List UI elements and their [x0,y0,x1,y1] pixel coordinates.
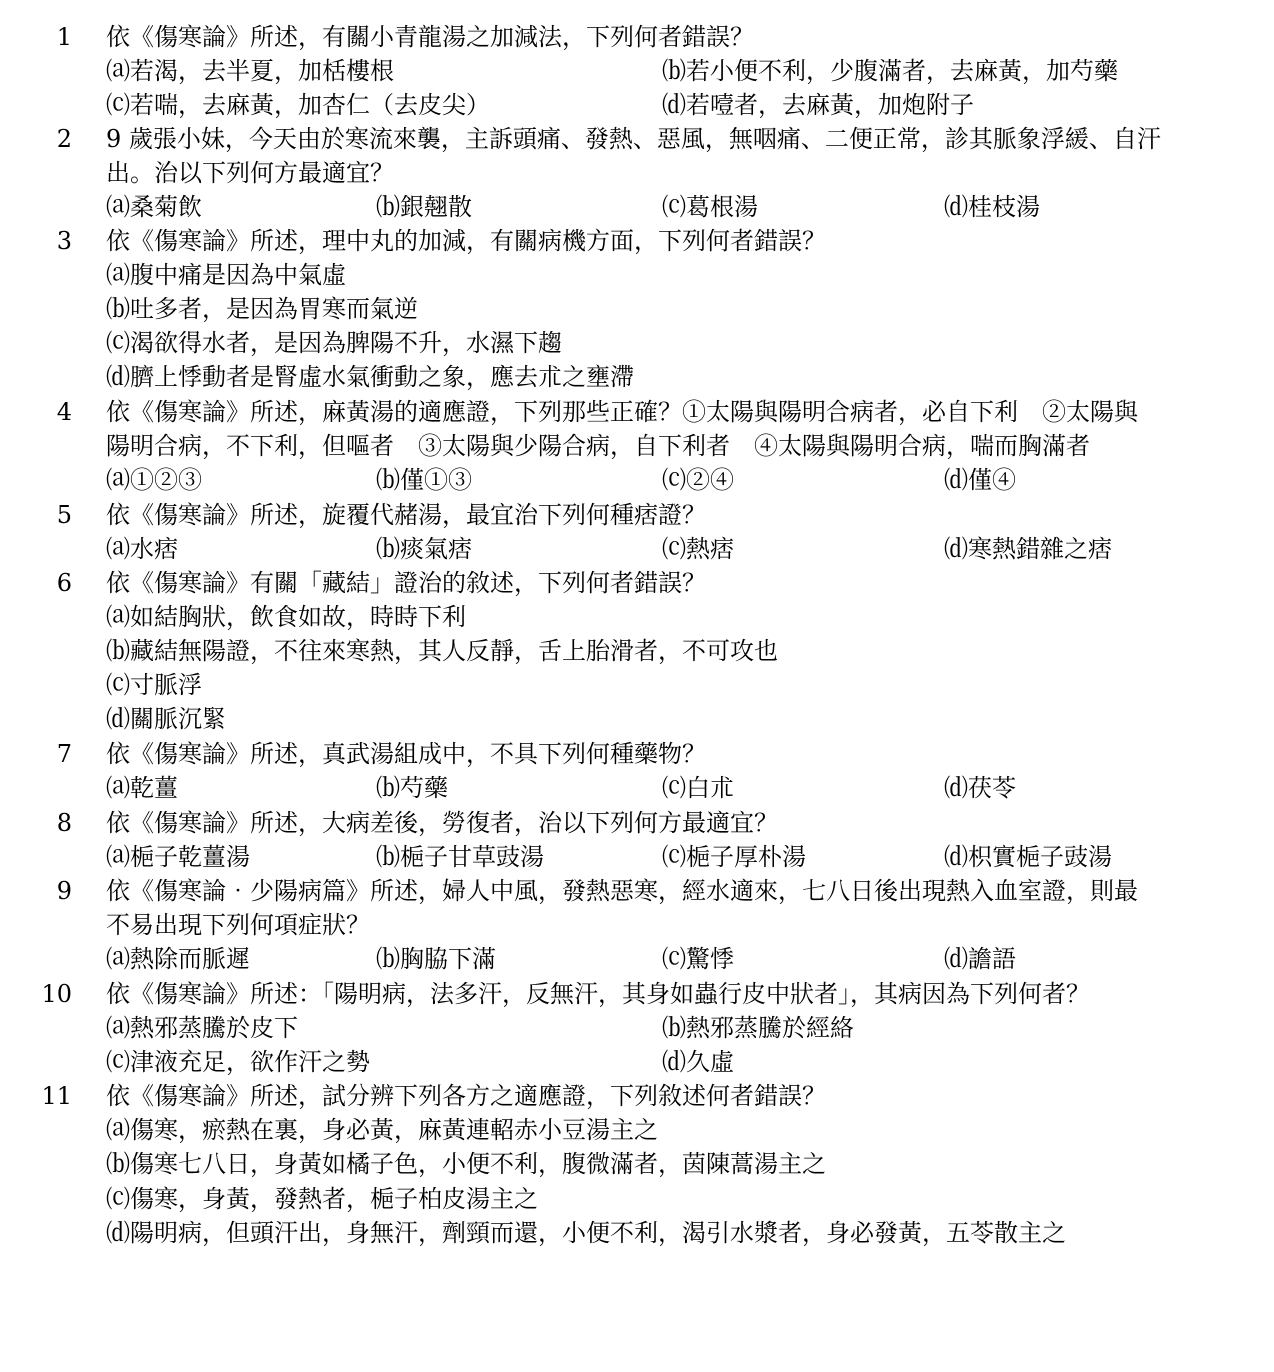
question-stem: 出。治以下列何方最適宜？ [106,159,394,187]
question-number: 4 [56,398,72,426]
option-d: ⒟臍上悸動者是腎虛水氣衝動之象，應去朮之壅滯 [106,363,634,391]
option-d: ⒟久虛 [662,1048,734,1076]
option-a: ⒜①②③ [106,466,202,494]
question-number: 10 [41,980,72,1008]
option-a: ⒜傷寒，瘀熱在裏，身必黃，麻黃連軺赤小豆湯主之 [106,1116,658,1144]
option-a: ⒜腹中痛是因為中氣虛 [106,261,346,289]
option-d: ⒟枳實梔子豉湯 [944,843,1112,871]
option-b: ⒝熱邪蒸騰於經絡 [662,1014,854,1042]
option-a: ⒜梔子乾薑湯 [106,843,250,871]
option-d: ⒟若噎者，去麻黃，加炮附子 [662,91,974,119]
question-number: 7 [56,740,72,768]
option-b: ⒝傷寒七八日，身黃如橘子色，小便不利，腹微滿者，茵陳蒿湯主之 [106,1150,826,1178]
option-c: ⒞梔子厚朴湯 [662,843,806,871]
question-stem: 依《傷寒論‧少陽病篇》所述，婦人中風，發熱惡寒，經水適來，七八日後出現熱入血室證，則最 [106,877,1138,905]
option-c: ⒞津液充足，欲作汗之勢 [106,1048,370,1076]
question-stem: 不易出現下列何項症狀？ [106,911,370,939]
question-stem: 依《傷寒論》所述，旋覆代赭湯，最宜治下列何種痞證？ [106,501,706,529]
option-a: ⒜乾薑 [106,774,178,802]
option-c: ⒞②④ [662,466,734,494]
option-d: ⒟桂枝湯 [944,193,1040,221]
option-a: ⒜若渴，去半夏，加栝樓根 [106,57,394,85]
question-stem: 依《傷寒論》所述，試分辨下列各方之適應證，下列敘述何者錯誤？ [106,1082,826,1110]
question-number: 11 [41,1082,72,1110]
question-stem: 依《傷寒論》所述，理中丸的加減，有關病機方面，下列何者錯誤？ [106,227,826,255]
option-a: ⒜熱邪蒸騰於皮下 [106,1014,298,1042]
option-c: ⒞驚悸 [662,945,734,973]
question-number: 6 [56,569,72,597]
option-d: ⒟僅④ [944,466,1016,494]
option-c: ⒞熱痞 [662,535,734,563]
option-d: ⒟關脈沉緊 [106,705,226,733]
question-stem: 依《傷寒論》所述：「陽明病，法多汗，反無汗，其身如蟲行皮中狀者」，其病因為下列何者？ [106,980,1090,1008]
option-d: ⒟寒熱錯雜之痞 [944,535,1112,563]
option-b: ⒝胸脇下滿 [376,945,496,973]
option-c: ⒞傷寒，身黃，發熱者，梔子柏皮湯主之 [106,1185,538,1213]
question-stem: 依《傷寒論》所述，有關小青龍湯之加減法，下列何者錯誤？ [106,23,754,51]
option-c: ⒞葛根湯 [662,193,758,221]
option-a: ⒜如結胸狀，飲食如故，時時下利 [106,603,466,631]
question-number: 2 [56,125,72,153]
option-c: ⒞若喘，去麻黃，加杏仁（去皮尖） [106,91,490,119]
question-number: 3 [56,227,72,255]
option-b: ⒝吐多者，是因為胃寒而氣逆 [106,295,418,323]
option-b: ⒝若小便不利，少腹滿者，去麻黃，加芍藥 [662,57,1118,85]
option-b: ⒝梔子甘草豉湯 [376,843,544,871]
option-a: ⒜桑菊飲 [106,193,202,221]
question-stem: 依《傷寒論》所述，麻黃湯的適應證，下列那些正確？①太陽與陽明合病者，必自下利 ②太陽與 [106,398,1138,426]
question-stem: 依《傷寒論》所述，大病差後，勞復者，治以下列何方最適宜？ [106,809,778,837]
option-b: ⒝銀翹散 [376,193,472,221]
question-number: 9 [56,877,72,905]
option-b: ⒝芍藥 [376,774,448,802]
option-b: ⒝僅①③ [376,466,472,494]
question-number: 8 [56,809,72,837]
option-d: ⒟陽明病，但頭汗出，身無汗，劑頸而還，小便不利，渴引水漿者，身必發黃，五苓散主之 [106,1219,1066,1247]
option-a: ⒜水痞 [106,535,178,563]
question-number: 1 [56,23,72,51]
option-d: ⒟茯苓 [944,774,1016,802]
question-stem: 依《傷寒論》有關「藏結」證治的敘述，下列何者錯誤？ [106,569,706,597]
option-c: ⒞寸脈浮 [106,671,202,699]
option-a: ⒜熱除而脈遲 [106,945,250,973]
option-b: ⒝藏結無陽證，不往來寒熱，其人反靜，舌上胎滑者，不可攻也 [106,637,778,665]
option-b: ⒝痰氣痞 [376,535,472,563]
question-number: 5 [56,501,72,529]
question-stem: 9 歲張小妹，今天由於寒流來襲，主訴頭痛、發熱、惡風，無咽痛、二便正常，診其脈象浮緩、自汗 [106,125,1161,153]
option-c: ⒞白朮 [662,774,734,802]
option-c: ⒞渴欲得水者，是因為脾陽不升，水濕下趨 [106,329,562,357]
option-d: ⒟譫語 [944,945,1016,973]
question-stem: 依《傷寒論》所述，真武湯組成中，不具下列何種藥物？ [106,740,706,768]
question-stem: 陽明合病，不下利，但嘔者 ③太陽與少陽合病，自下利者 ④太陽與陽明合病，喘而胸滿者 [106,432,1090,460]
